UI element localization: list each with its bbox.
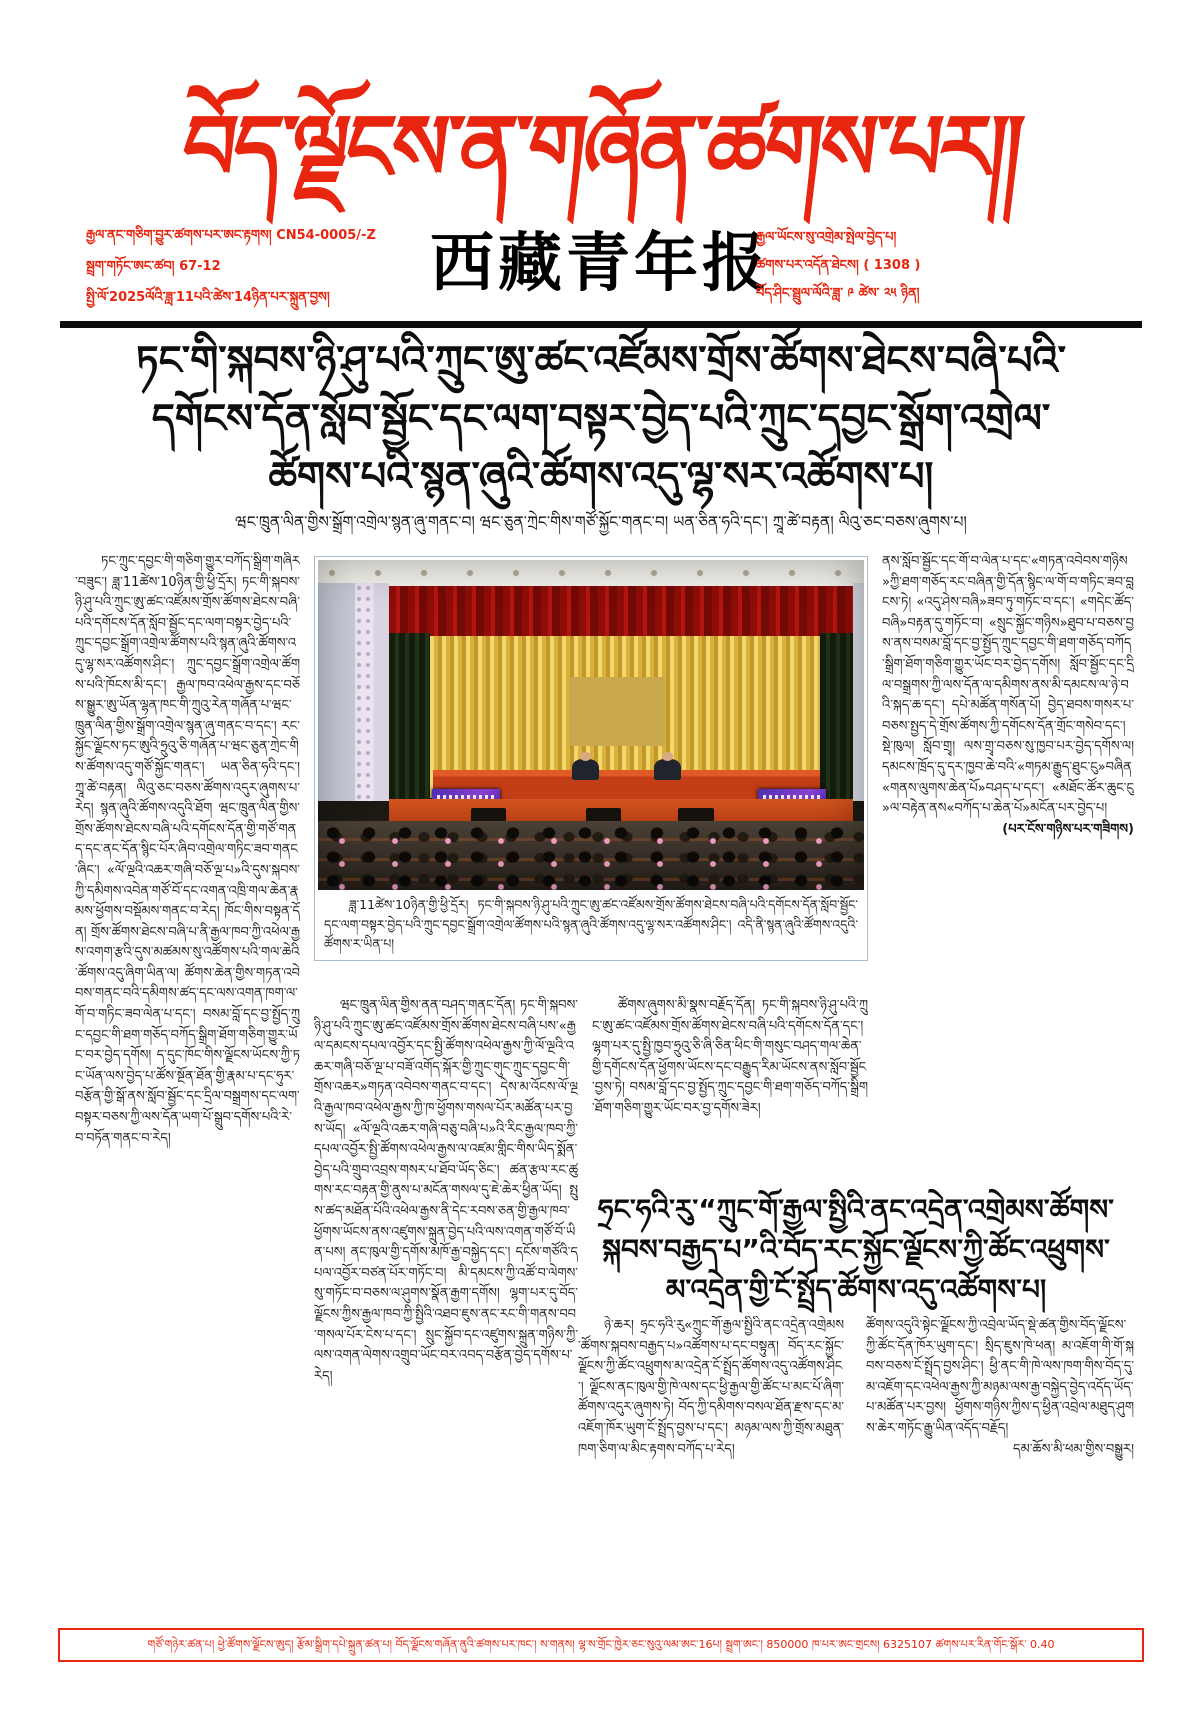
second-headline-line-1: ཧྲང་ཧའི་རུ་“ཀྲུང་གོ་རྒྱལ་སྤྱིའི་ནང་འདྲེན་འགྲེམས་ཚོགས་ — [597, 1193, 1115, 1226]
column-4-text: ནས་སློབ་སྦྱོང་དང་གོ་བ་ལེན་པ་དང་«གཏན་འབེབས་གཉིས»ཀྱི་ཐག་གཅོད་རང་བཞིན་གྱི་དོན་སྙིང་ལ་གོ་བ་གཏིང་ཟབ་བླངས་ཏེ། «འདུ་ཤེས་བཞི»ཟབ་ཏུ་གཏོང་བ་དང་། «གདེང་ཚོད་བཞི»བརྟན་དུ་གཏོང་བ། «སྲུང་སྐྱོང་གཉིས»ཐུབ་པ་བཅས་བྱས་ནས་བསམ་བློ་དང་བྱ་སྤྱོད་ཀྲུང་དབྱང་གི་ཐག་གཅོད་བཀོད་སྒྲིག་ཐོག་གཅིག་གྱུར་ཡོང་བར་བྱེད་དགོས། སློབ་སྦྱོང་དང་དྲིལ་བསྒྲགས་ཀྱི་ལས་དོན་ལ་དམིགས་ནས་མི་དམངས་ལ་ཉེ་བའི་སྐད་ཆ་དང་། དཔེ་མཚོན་གསོན་པོ། བྱེད་ཐབས་གསར་པ་བཅས་སྤྱད་དེ་གྲོས་ཚོགས་ཀྱི་དགོངས་དོན་གྲོང་གསེབ་དང་། སྡེ་ཁུལ། སློབ་གྲྭ། ལས་གྲྭ་བཅས་སུ་ཁྱབ་པར་བྱེད་དགོས་ལ། དམངས་ཁྲོད་དུ་དར་ཁྱབ་ཆེ་བའི་«གཏམ་རྒྱུད་ཐུང་ངུ»བཞིན«གནས་ལུགས་ཆེན་པོ»བཤད་པ་དང་། «མཐོང་ཚོར་ཆུང་ངུ»ལ་བརྟེན་ནས«བཀོད་པ་ཆེན་པོ»མངོན་པར་བྱེད་པ། — [882, 554, 1134, 817]
second-article-column-a — [578, 1316, 844, 1620]
lead-headline-line-1: ཏང་གི་སྐབས་ཉི་ཤུ་པའི་ཀྲུང་ཨུ་ཚང་འཛོམས་གྲོས་ཚོགས་ཐེངས་བཞི་པའི་ — [135, 338, 1067, 384]
publication-info-right — [756, 224, 920, 308]
pub-postal-code: སྦྲག་གཏོང་ཨང་ཚབ། 67-12 — [86, 259, 221, 274]
lead-headline-line-2: དགོངས་དོན་སློབ་སྦྱོང་དང་ལག་བསྟར་བྱེད་པའི་ཀྲུང་དབྱང་སྒྲོག་འགྲེལ་ — [151, 396, 1051, 442]
second-article-headline — [578, 1190, 1134, 1310]
chinese-title: 西藏青年报 — [430, 228, 770, 299]
translator-credit: དམ་ཆོས་མི་ཕམ་གྱིས་བསྒྱུར། — [1013, 1441, 1134, 1457]
body-column-1 — [75, 552, 300, 1620]
lead-headline-line-3: ཚོགས་པའི་སྙན་ཞུའི་ཚོགས་འདུ་ལྷ་སར་འཚོགས་པ། — [268, 454, 934, 500]
masthead-calligraphy: བོད་ལྗོངས་ན་གཞོན་ཚགས་པར།། — [176, 94, 1027, 201]
pub-registration-number: རྒྱལ་ནང་གཅིག་བྱུར་ཚགས་པར་ཨང་རྟགས། CN54-0005/-Z — [86, 228, 376, 243]
second-article-col-b-text: ཚོགས་འདུའི་སྟེང་ལྗོངས་ཀྱི་འབྲེལ་ཡོད་སྡེ་ཚན་གྱིས་བོད་ལྗོངས་ཀྱི་ཚོང་དོན་ཁོར་ཡུག་དང་། སྲིད་ཇུས་ཁེ་ཕན། མ་འཇོག་གི་གོ་སྐབས་བཅས་ངོ་སྤྲོད་བྱས་ཤིང་། ཕྱི་ནང་གི་ཁེ་ལས་ཁག་གིས་བོད་དུ་མ་འཇོག་དང་འཕེལ་རྒྱས་ཀྱི་མཉམ་ལས་རྒྱ་བསྐྱེད་བྱེད་འདོད་ཡོད་པ་མཚོན་པར་བྱས། ཕྱོགས་གཉིས་ཀྱིས་ད་ཕྱིན་འབྲེལ་མཐུད་ཤུགས་ཆེར་གཏོང་རྒྱུ་ཡིན་འདོད་བརྗོད། — [866, 1318, 1134, 1436]
pub-distribution: རྒྱལ་ཡོངས་སུ་འགྲེམ་སྤེལ་བྱེད་པ། — [756, 230, 897, 245]
photo-caption: ཟླ་11ཚེས་10ཉིན་གྱི་ཕྱི་དྲོར། ཏང་གི་སྐབས་ཉི་ཤུ་པའི་ཀྲུང་ཨུ་ཚང་འཛོམས་གྲོས་ཚོགས་ཐེངས་བཞི་པའི་དགོངས་དོན་སློབ་སྦྱོང་དང་ལག་བསྟར་བྱེད་པའི་ཀྲུང་དབྱང་སྒྲོག་འགྲེལ་ཚོགས་པའི་སྙན་ཞུའི་ཚོགས་འདུ་ལྷ་སར་འཚོགས་ཤིང་། འདི་ནི་སྙན་ཞུའི་ཚོགས་འདུའི་ཚོགས་ར་ཡིན་པ། — [324, 897, 858, 951]
second-headline-line-3: མ་འདྲེན་གྱི་ངོ་སྤྲོད་ཚོགས་འདུ་འཚོགས་པ། — [665, 1273, 1047, 1306]
body-column-2 — [314, 996, 578, 1620]
pub-print-date: སྤྱི་ལོ་2025ལོའི་ཟླ་11པའི་ཚེས་14ཉིན་པར་སྐྲུན་བྱས། — [86, 290, 330, 305]
pub-tibetan-date: བོད་ཤིང་སྦྲུལ་ལོའི་ཟླ་ ༩ ཚེས་ ༢༥ ཉིན། — [756, 286, 920, 301]
column-3-text: ཚོགས་ཞུགས་མི་སྣས་བརྗོད་དོན། ཏང་གི་སྐབས་ཉི་ཤུ་པའི་ཀྲུང་ཨུ་ཚང་འཛོམས་གྲོས་ཚོགས་ཐེངས་བཞི་པའི་དགོངས་དོན་དང་། ལྷག་པར་དུ་སྤྱི་ཁྱབ་ཧྲུའུ་ཅི་ཞི་ཅིན་ཕིང་གི་གསུང་བཤད་གལ་ཆེན་གྱི་དགོངས་དོན་ཕྱོགས་ཡོངས་དང་བརྒྱུད་རིམ་ཡོངས་ནས་སློབ་སྦྱོང་བྱས་ཏེ། བསམ་བློ་དང་བྱ་སྤྱོད་ཀྲུང་དབྱང་གི་ཐག་གཅོད་བཀོད་སྒྲིག་ཐོག་གཅིག་གྱུར་ཡོང་བར་བྱ་དགོས་ཟེར། — [592, 998, 868, 1116]
imprint-footer: གཙོ་གཉེར་ཚན་པ། ཕྱེ་ཚོགས་ལྗོངས་ཨུད། རྩོམ་སྒྲིག་དཔེ་སྐྲུན་ཚན་པ། བོད་ལྗོངས་གཞོན་ནུའི་ཚགས་པར་ཁང་། ས་གནས། ལྷ་ས་གྲོང་ཁྱེར་ཅང་སུའུ་ལམ་ཨང་16པ། སྦྲག་ཨང་། 850000 ཁ་པར་ཨང་གྲངས། 6325107 ཚགས་པར་རིན་གོང་སྒོར་ 0.40 — [58, 1628, 1144, 1662]
second-article-col-a-text: ཉེ་ཆར། ཧྲང་ཧའི་རུ«ཀྲུང་གོ་རྒྱལ་སྤྱིའི་ནང་འདྲེན་འགྲེམས་ཚོགས་སྐབས་བརྒྱད་པ»འཚོགས་པ་དང་བསྟུན། བོད་རང་སྐྱོང་ལྗོངས་ཀྱི་ཚོང་འཕྲུགས་མ་འདྲེན་ངོ་སྤྲོད་ཚོགས་འདུ་འཚོགས་ཤིང་། ལྗོངས་ནང་ཁུལ་གྱི་ཁེ་ལས་དང་ཕྱི་རྒྱལ་གྱི་ཚོང་པ་མང་པོ་ཞིག་ཚོགས་འདུར་ཞུགས་ཏེ། བོད་ཀྱི་དམིགས་བསལ་ཐོན་རྫས་དང་མ་འཇོག་ཁོར་ཡུག་ངོ་སྤྲོད་བྱས་པ་དང་། མཉམ་ལས་ཀྱི་གྲོས་མཐུན་ཁག་ཅིག་ལ་མིང་རྟགས་བཀོད་པ་རེད། — [578, 1318, 844, 1457]
photo-vignette — [318, 560, 864, 890]
lead-headline — [60, 332, 1142, 506]
pub-issue-number: ཚགས་པར་འདོན་ཐེངས། ( 1308 ) — [756, 258, 921, 273]
column-1-text: ཏང་ཀྲུང་དབྱང་གི་གཅིག་གྱུར་བཀོད་སྒྲིག་གཞིར་བཟུང་། ཟླ་11ཚེས་10ཉིན་གྱི་ཕྱི་དྲོར། ཏང་གི་སྐབས་ཉི་ཤུ་པའི་ཀྲུང་ཨུ་ཚང་འཛོམས་གྲོས་ཚོགས་ཐེངས་བཞི་པའི་དགོངས་དོན་སློབ་སྦྱོང་དང་ལག་བསྟར་བྱེད་པའི་ཀྲུང་དབྱང་སྒྲོག་འགྲེལ་ཚོགས་པའི་སྙན་ཞུའི་ཚོགས་འདུ་ལྷ་སར་འཚོགས་ཤིང་། ཀྲུང་དབྱང་སྒྲོག་འགྲེལ་ཚོགས་པའི་ཁོངས་མི་དང་། རྒྱལ་ཁབ་འཕེལ་རྒྱས་དང་བཅོས་སྒྱུར་ཨུ་ཡོན་ལྷན་ཁང་གི་ཀྲུའུ་རེན་གཞོན་པ་ཝང་ཁྲུན་ལིན་གྱིས་སྒྲོག་འགྲེལ་སྙན་ཞུ་གནང་བ་དང་། རང་སྐྱོང་ལྗོངས་ཏང་ཨུའི་ཧྲུའུ་ཅི་གཞོན་པ་ཝང་ཅུན་ཀྲེང་གིས་ཚོགས་འདུ་གཙོ་སྐྱོང་གནང་། ཡན་ཅིན་ཧའི་དང་། ཀྲཱ་ཚེ་བརྟན། ལིའུ་ཅང་བཅས་ཚོགས་འདུར་ཞུགས་པ་རེད། སྙན་ཞུའི་ཚོགས་འདུའི་ཐོག ཝང་ཁྲུན་ལིན་གྱིས་གྲོས་ཚོགས་ཐེངས་བཞི་པའི་དགོངས་དོན་གྱི་གཙོ་གནད་དང་ནང་དོན་སྙིང་པོར་ཞིབ་འགྲེལ་གཏིང་ཟབ་གནང་ཞིང་། «ལོ་ལྔའི་འཆར་གཞི་བཅོ་ལྔ་པ»འི་དུས་སྐབས་ཀྱི་དམིགས་འབེན་གཙོ་བོ་དང་འགན་འཁྲི་གལ་ཆེན་རྣམས་ཕྱོགས་བསྡོམས་གནང་བ་རེད། ཁོང་གིས་བསྟན་དོན། གྲོས་ཚོགས་ཐེངས་བཞི་པ་ནི་རྒྱལ་ཁབ་ཀྱི་འཕེལ་རྒྱས་འགག་རྩའི་དུས་མཚམས་སུ་འཚོགས་པའི་གལ་ཆེའི་ཚོགས་འདུ་ཞིག་ཡིན་ལ། ཚོགས་ཆེན་གྱིས་གཏན་འབེབས་གནང་བའི་དམིགས་ཚད་དང་ལས་འགན་ཁག་ལ་གོ་བ་གཏིང་ཟབ་ལེན་པ་དང་། བསམ་བློ་དང་བྱ་སྤྱོད་ཀྲུང་དབྱང་གི་ཐག་གཅོད་བཀོད་སྒྲིག་ཐོག་གཅིག་གྱུར་ཡོང་བར་བྱེད་དགོས། ད་དུང་ཁོང་གིས་ལྗོངས་ཡོངས་ཀྱི་ཏང་ཡོན་ལས་བྱེད་པ་ཚོས་སྔོན་ཐོན་གྱི་རྣམ་པ་དང་ཧུར་བརྩོན་གྱི་སྒོ་ནས་སློབ་སྦྱོང་དང་དྲིལ་བསྒྲགས་དང་ལག་བསྟར་བཅས་ཀྱི་ལས་དོན་ཡག་པོ་སྒྲུབ་དགོས་པའི་རེ་བ་བཏོན་གནང་བ་རེད། — [75, 554, 300, 1146]
second-article-column-b — [866, 1316, 1134, 1620]
second-headline-line-2: སྐབས་བརྒྱད་པ”འི་བོད་རང་སྐྱོང་ལྗོངས་ཀྱི་ཚོང་འཕྲུགས་ — [602, 1233, 1110, 1266]
lead-photo-figure — [314, 556, 868, 961]
header-rule — [60, 321, 1142, 328]
conference-hall-photo — [318, 560, 864, 890]
continued-on-page-note: (པར་ངོས་གཉིས་པར་གཟིགས) — [1002, 821, 1134, 837]
publication-info-left — [86, 220, 376, 313]
body-column-4 — [882, 552, 1134, 1176]
lead-subhead: ཝང་ཁྲུན་ལིན་གྱིས་སྒྲོག་འགྲེལ་སྙན་ཞུ་གནང་བ། ཝང་ཅུན་ཀྲེང་གིས་གཙོ་སྐྱོང་གནང་བ། ཡན་ཅིན་ཧའི་དང་། ཀྲཱ་ཚེ་བརྟན། ལིའུ་ཅང་བཅས་ཞུགས་པ། — [235, 513, 967, 531]
body-column-3 — [592, 996, 868, 1182]
column-2-text: ཝང་ཁྲུན་ལིན་གྱིས་ནན་བཤད་གནང་དོན། ཏང་གི་སྐབས་ཉི་ཤུ་པའི་ཀྲུང་ཨུ་ཚང་འཛོམས་གྲོས་ཚོགས་ཐེངས་བཞི་པས་«རྒྱལ་དམངས་དཔལ་འབྱོར་དང་སྤྱི་ཚོགས་འཕེལ་རྒྱས་ཀྱི་ལོ་ལྔའི་འཆར་གཞི་བཅོ་ལྔ་པ་བཟོ་འགོད་སྐོར་གྱི་ཀྲུང་གུང་ཀྲུང་དབྱང་གི་གྲོས་འཆར»གཏན་འབེབས་གནང་བ་དང་། དེས་མ་འོངས་ལོ་ལྔའི་རྒྱལ་ཁབ་འཕེལ་རྒྱས་ཀྱི་ཁ་ཕྱོགས་གསལ་པོར་མཚོན་པར་བྱས་ཡོད། «ལོ་ལྔའི་འཆར་གཞི་བཅུ་བཞི་པ»འི་རིང་རྒྱལ་ཁབ་ཀྱི་དཔལ་འབྱོར་སྤྱི་ཚོགས་འཕེལ་རྒྱས་ལ་འཛམ་གླིང་གིས་ཡིད་སྨོན་བྱེད་པའི་གྲུབ་འབྲས་གསར་པ་ཐོབ་ཡོད་ཅིང་། ཚན་རྩལ་རང་ཚུགས་རང་བརྟན་གྱི་ནུས་པ་མངོན་གསལ་དུ་ཇེ་ཆེར་ཕྱིན་ཡོད། སྤུས་ཚད་མཐོན་པོའི་འཕེལ་རྒྱས་ནི་དེང་རབས་ཅན་གྱི་རྒྱལ་ཁབ་ཕྱོགས་ཡོངས་ནས་འཛུགས་སྐྲུན་བྱེད་པའི་ལས་འགན་གཙོ་བོ་ཡིན་པས། ནང་ཁུལ་གྱི་དགོས་མཁོ་རྒྱ་བསྐྱེད་དང་། དངོས་གཙོའི་དཔལ་འབྱོར་བཙན་པོར་གཏོང་བ། མི་དམངས་ཀྱི་འཚོ་བ་ལེགས་སུ་གཏོང་བ་བཅས་ལ་ཤུགས་སྣོན་རྒྱག་དགོས། ལྷག་པར་དུ་བོད་ལྗོངས་ཀྱིས་རྒྱལ་ཁབ་ཀྱི་སྤྱིའི་འཐབ་ཇུས་ནང་རང་གི་གནས་བབ་གསལ་པོར་ངེས་པ་དང་། སྲུང་སྐྱོབ་དང་འཛུགས་སྐྲུན་གཉིས་ཀྱི་ལས་འགན་ལེགས་འགྲུབ་ཡོང་བར་འབད་བརྩོན་བྱེད་དགོས་པ་རེད། — [314, 998, 578, 1384]
